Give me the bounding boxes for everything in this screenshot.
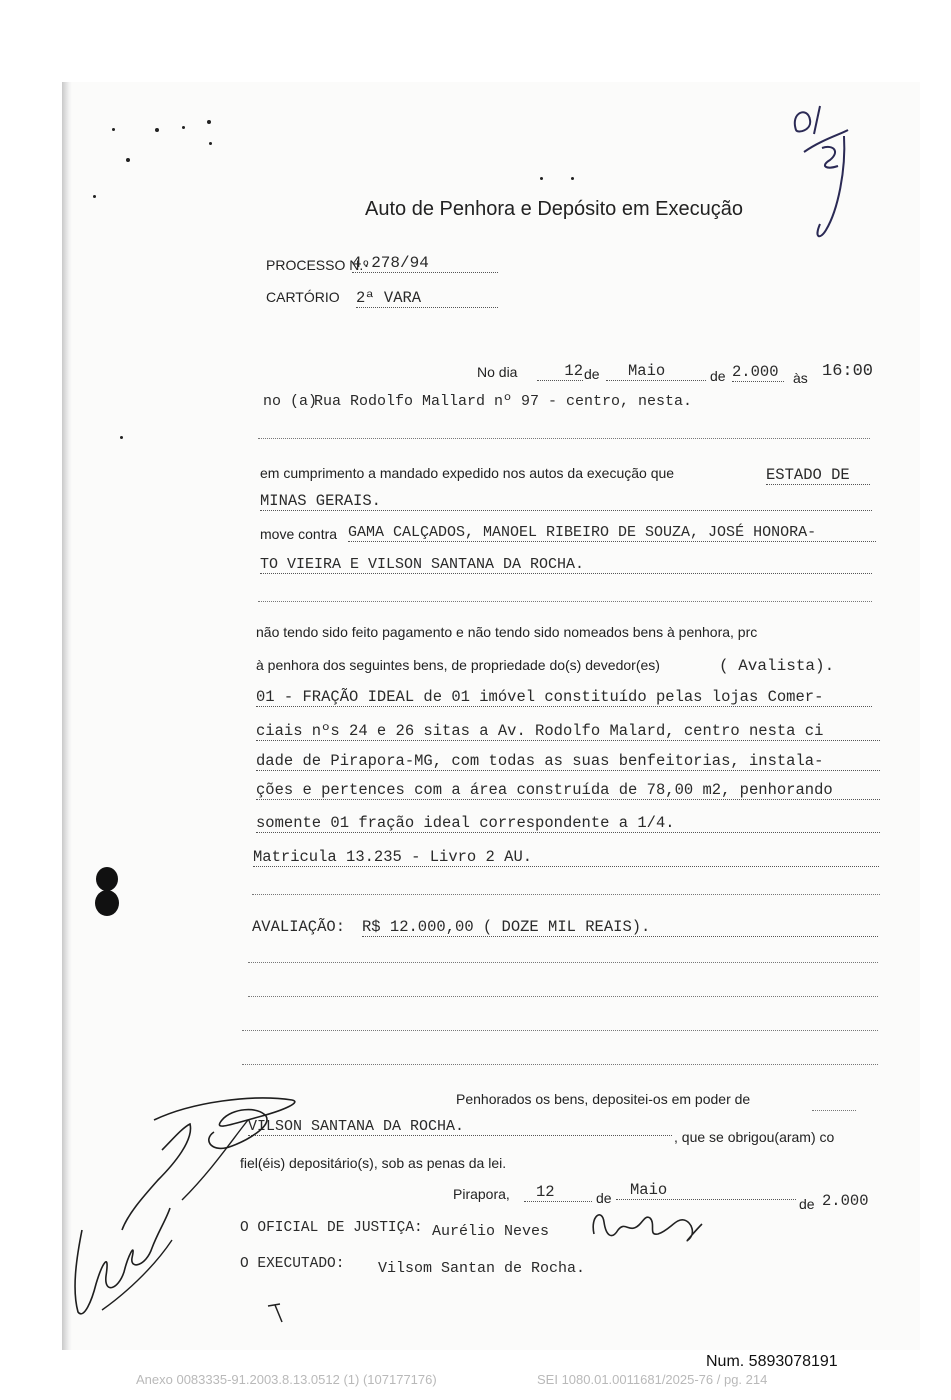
bens-line: somente 01 fração ideal correspondente a 1/4. — [256, 814, 880, 833]
closing-de-2: de — [799, 1196, 815, 1212]
executados-line1: GAMA CALÇADOS, MANOEL RIBEIRO DE SOUZA, JOSÉ HONORA- — [348, 524, 876, 542]
handwritten-page-number — [786, 100, 856, 250]
speck — [209, 142, 212, 145]
footer-left: Anexo 0083335-91.2003.8.13.0512 (1) (107177176) — [136, 1372, 437, 1387]
bens-line: 01 - FRAÇÃO IDEAL de 01 imóvel constituído pelas lojas Comer- — [256, 688, 872, 707]
fiel-depositario-text: fiel(éis) depositário(s), sob as penas da lei. — [240, 1155, 507, 1171]
location-prefix: no (a) — [263, 393, 318, 410]
devedor-value: ( Avalista). — [719, 657, 835, 675]
blank-line — [248, 996, 878, 997]
bens-line: Matricula 13.235 - Livro 2 AU. — [253, 848, 879, 867]
cumprimento-text: em cumprimento a mandado expedido nos autos da execução que — [260, 465, 675, 481]
bens-line: ções e pertences com a área construída de 78,00 m2, penhorando — [256, 781, 880, 800]
penhora-text-line2: à penhora dos seguintes bens, de propriedade do(s) devedor(es) — [256, 657, 660, 673]
speck — [155, 128, 159, 132]
de-label: de — [584, 366, 600, 382]
executado-label: O EXECUTADO: — [240, 1256, 345, 1272]
speck — [207, 120, 211, 124]
closing-year: 2.000 — [822, 1192, 869, 1210]
no-dia-label: No dia — [477, 364, 518, 380]
binder-hole-mark — [92, 866, 122, 918]
speck — [112, 128, 115, 131]
exequente-line2: MINAS GERAIS. — [260, 492, 872, 511]
document-number: Num. 5893078191 — [706, 1353, 838, 1370]
speck — [126, 158, 130, 162]
processo-value: 4.278/94 — [352, 254, 498, 273]
obrigou-text: , que se obrigou(aram) co — [674, 1129, 835, 1145]
oficial-label: O OFICIAL DE JUSTIÇA: — [240, 1220, 423, 1236]
closing-city: Pirapora, — [453, 1186, 510, 1202]
oficial-signature — [584, 1200, 714, 1250]
penhora-text-line1: não tendo sido feito pagamento e não tendo sido nomeados bens à penhora, prc — [256, 624, 758, 640]
executado-name: Vilsom Santan de Rocha. — [378, 1260, 586, 1277]
closing-day: 12 — [524, 1183, 592, 1202]
bens-line: dade de Pirapora-MG, com todas as suas benfeitorias, instala- — [256, 752, 880, 771]
blank-line — [242, 1064, 878, 1065]
blank-line — [242, 1030, 878, 1031]
document-title: Auto de Penhora e Depósito em Execução — [365, 198, 744, 220]
small-pen-mark — [266, 1300, 290, 1328]
closing-de: de — [596, 1190, 612, 1206]
bens-line: ciais nºs 24 e 26 sitas a Av. Rodolfo Malard, centro nesta ci — [256, 722, 880, 741]
month-value: Maio — [606, 362, 706, 381]
executados-line2: TO VIEIRA E VILSON SANTANA DA ROCHA. — [260, 556, 872, 574]
as-label: às — [793, 370, 808, 386]
speck — [540, 177, 543, 180]
speck — [120, 436, 123, 439]
depositario-name: VILSON SANTANA DA ROCHA. — [248, 1118, 672, 1136]
day-value: 12 — [537, 362, 583, 381]
speck — [182, 126, 185, 129]
exequente-line1: ESTADO DE — [766, 466, 870, 485]
avaliacao-value: R$ 12.000,00 ( DOZE MIL REAIS). — [362, 918, 878, 937]
oficial-name: Aurélio Neves — [432, 1223, 550, 1240]
speck — [571, 177, 574, 180]
executado-signature — [62, 1080, 322, 1330]
blank-line — [252, 894, 880, 895]
blank-line — [812, 1110, 856, 1111]
avaliacao-label: AVALIAÇÃO: — [252, 918, 346, 936]
svg-text:81: 81 — [798, 126, 800, 127]
blank-line — [258, 438, 870, 439]
cartorio-label: CARTÓRIO — [266, 289, 340, 305]
cartorio-value: 2ª VARA — [356, 289, 498, 308]
processo-label: PROCESSO N.º — [266, 257, 369, 273]
move-contra-label: move contra — [260, 526, 338, 542]
blank-line — [248, 962, 878, 963]
speck — [93, 195, 96, 198]
year-value: 2.000 — [732, 363, 784, 382]
closing-month: Maio — [616, 1181, 796, 1200]
time-value: 16:00 — [822, 362, 874, 381]
blank-line — [258, 601, 872, 602]
location-value: Rua Rodolfo Mallard nº 97 - centro, nesta. — [314, 393, 693, 410]
footer-right: SEI 1080.01.0011681/2025-76 / pg. 214 — [537, 1372, 768, 1387]
de-label-2: de — [710, 368, 726, 384]
deposito-text: Penhorados os bens, depositei-os em poder de — [456, 1091, 751, 1107]
